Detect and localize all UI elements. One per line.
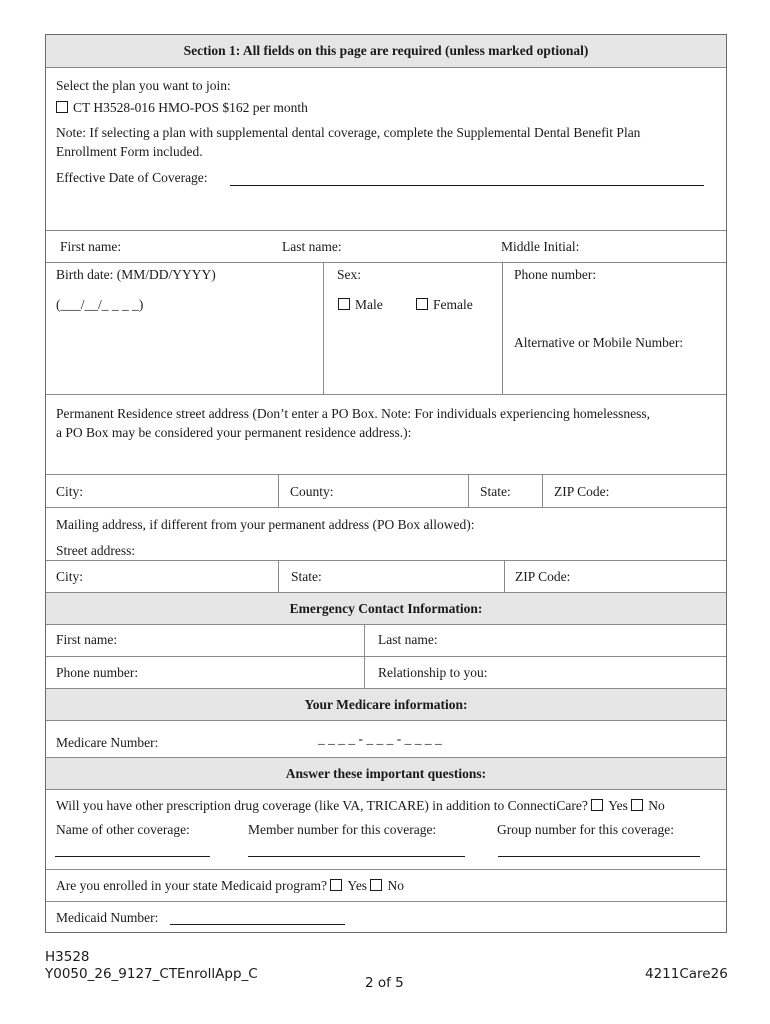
alt-number-label: Alternative or Mobile Number: — [514, 335, 684, 350]
residence-zip-label: ZIP Code: — [554, 484, 610, 499]
medicare-number-label: Medicare Number: — [56, 735, 159, 750]
emergency-phone-label: Phone number: — [56, 665, 139, 680]
plan-note-line2: Enrollment Form included. — [56, 144, 203, 159]
medicaid-question — [56, 878, 404, 894]
emergency-first-label: First name: — [56, 632, 118, 647]
member-number-field[interactable] — [248, 856, 465, 857]
medicaid-number-field[interactable] — [170, 924, 345, 925]
effective-date-label: Effective Date of Coverage: — [56, 170, 208, 185]
medicaid-question-row — [46, 869, 726, 901]
medicaid-number-row — [46, 901, 726, 932]
emergency-header — [46, 592, 726, 624]
group-number-label: Group number for this coverage: — [497, 822, 674, 837]
residence-county-label: County: — [290, 484, 334, 499]
male-label: Male — [355, 297, 383, 312]
mailing-zip-label: ZIP Code: — [515, 569, 571, 584]
residence-line2: a PO Box may be considered your permanent residence address.): — [56, 425, 412, 440]
medicare-header — [46, 688, 726, 720]
residence-city-cell[interactable] — [46, 475, 278, 507]
medicaid-no-checkbox[interactable] — [370, 879, 382, 891]
mailing-state-label: State: — [291, 569, 322, 584]
medicare-header-text: Your Medicare information: — [304, 697, 468, 712]
questions-header-text: Answer these important questions: — [285, 766, 487, 781]
other-coverage-name-field[interactable] — [55, 856, 210, 857]
emergency-relationship-label: Relationship to you: — [378, 665, 488, 680]
mailing-street-label: Street address: — [56, 543, 136, 558]
rx-question-text: Will you have other prescription drug coverage (like VA, TRICARE) in addition to ConnectiCare? — [56, 798, 588, 813]
plan-prompt: Select the plan you want to join: — [56, 78, 231, 93]
footer-doc-id: Y0050_26_9127_CTEnrollApp_C — [45, 966, 258, 982]
plan-option-checkbox[interactable] — [56, 101, 68, 113]
mailing-city-label: City: — [56, 569, 84, 584]
sex-female-option[interactable] — [416, 297, 473, 313]
sex-cell — [323, 263, 502, 394]
medicare-number-format: _ _ _ _ - _ _ _ - _ _ _ _ — [318, 731, 442, 746]
rx-no-checkbox[interactable] — [631, 799, 643, 811]
effective-date-field[interactable] — [230, 185, 704, 186]
mailing-state-cell[interactable] — [278, 561, 504, 592]
birth-sex-phone-row — [46, 262, 726, 394]
first-name-label: First name: — [60, 239, 122, 254]
mailing-label: Mailing address, if different from your permanent address (PO Box allowed): — [56, 517, 475, 532]
emergency-relationship-cell[interactable] — [364, 657, 726, 688]
footer-code: 4211Care26 — [645, 966, 728, 982]
mailing-city-cell[interactable] — [46, 561, 278, 592]
plan-option-label: CT H3528-016 HMO-POS $162 per month — [73, 100, 308, 115]
phone-cell[interactable] — [502, 263, 726, 394]
emergency-first-cell[interactable] — [46, 625, 364, 656]
medicaid-question-text: Are you enrolled in your state Medicaid program? — [56, 878, 328, 893]
footer-plan-id: H3528 — [45, 949, 90, 965]
medicare-number-row[interactable] — [46, 720, 726, 757]
residence-zip-cell[interactable] — [542, 475, 726, 507]
residence-city-label: City: — [56, 484, 84, 499]
emergency-header-text: Emergency Contact Information: — [289, 601, 483, 616]
rx-yes-label: Yes — [608, 798, 628, 813]
medicaid-number-label: Medicaid Number: — [56, 910, 159, 925]
rx-no-label: No — [648, 798, 665, 813]
birth-date-label: Birth date: (MM/DD/YYYY) — [56, 267, 216, 282]
enrollment-form — [45, 34, 727, 933]
residence-line1: Permanent Residence street address (Don’t enter a PO Box. Note: For individuals experiencing homelessness, — [56, 406, 650, 421]
plan-option[interactable] — [56, 100, 308, 116]
plan-selection — [46, 67, 726, 230]
medicaid-no-label: No — [387, 878, 404, 893]
section-header-text: Section 1: All fields on this page are required (unless marked optional) — [183, 43, 589, 58]
emergency-phone-cell[interactable] — [46, 657, 364, 688]
female-checkbox[interactable] — [416, 298, 428, 310]
residence-state-label: State: — [480, 484, 511, 499]
residence-row[interactable] — [46, 394, 726, 474]
last-name-label: Last name: — [282, 239, 342, 254]
residence-state-cell[interactable] — [468, 475, 542, 507]
group-number-field[interactable] — [498, 856, 700, 857]
plan-note-line1: Note: If selecting a plan with supplemental dental coverage, complete the Supplemental Dental Benefit Plan — [56, 125, 641, 140]
questions-header — [46, 757, 726, 789]
sex-label: Sex: — [337, 267, 362, 282]
name-row — [46, 230, 726, 262]
male-checkbox[interactable] — [338, 298, 350, 310]
residence-city-row — [46, 474, 726, 507]
mailing-zip-cell[interactable] — [504, 561, 726, 592]
rx-yes-checkbox[interactable] — [591, 799, 603, 811]
emergency-name-row — [46, 624, 726, 656]
footer-page-number: 2 of 5 — [365, 975, 404, 991]
other-coverage-name-label: Name of other coverage: — [56, 822, 190, 837]
sex-male-option[interactable] — [338, 297, 383, 313]
female-label: Female — [433, 297, 473, 312]
residence-county-cell[interactable] — [278, 475, 468, 507]
mailing-city-row — [46, 560, 726, 592]
phone-number-label: Phone number: — [514, 267, 597, 282]
emergency-last-cell[interactable] — [364, 625, 726, 656]
mailing-row[interactable] — [46, 507, 726, 560]
section-header — [46, 35, 726, 67]
middle-initial-label: Middle Initial: — [501, 239, 580, 254]
member-number-label: Member number for this coverage: — [248, 822, 437, 837]
medicaid-yes-label: Yes — [347, 878, 368, 893]
emergency-phone-row — [46, 656, 726, 688]
emergency-last-label: Last name: — [378, 632, 438, 647]
rx-coverage-row — [46, 789, 726, 869]
medicaid-yes-checkbox[interactable] — [330, 879, 342, 891]
rx-question — [56, 798, 665, 814]
birth-date-cell[interactable] — [46, 263, 323, 394]
birth-date-format: (___/__/_ _ _ _) — [56, 297, 144, 312]
